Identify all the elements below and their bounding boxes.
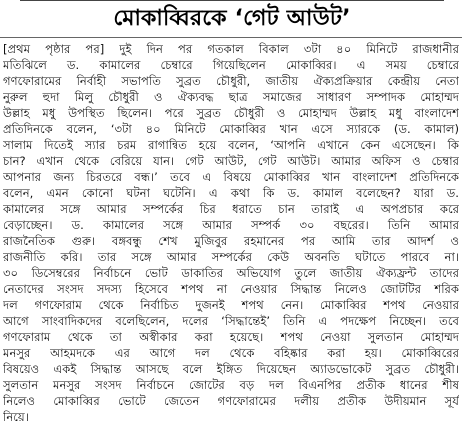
article-line: নিলেও মোকাব্বির ভোটে জেতেন গণফোরামের দলীয় প্রতীক উদীয়মান সূর্য <box>3 394 459 408</box>
headline-bar <box>20 0 444 37</box>
article-line: উল্লাহ মধু উপস্থিত ছিলেন। পরে সুব্রত চৌধুরী ও মোহাম্মদ উল্লাহ মধু বাংলাদেশ <box>3 106 459 120</box>
article-line: দল গণফোরাম থেকে নির্বাচিত দুজনই শপথ নেন। মোকাব্বির শপথ নেওয়ার <box>3 298 459 312</box>
article-line: বলেন, এমন কোনো ঘটনা ঘটেনি। এ কথা কি ড. কামাল বলেছেন? যারা ড. <box>3 186 459 200</box>
article-line: নিয়ে। <box>3 410 29 424</box>
article-line: সালাম দিতেই স্যার চরম রাগান্বিত হয়ে বলেন, ‘আপনি এখানে কেন এসেছেন। কি <box>3 138 459 152</box>
article-line: গণফোরাম থেকে তা অস্বীকার করা হয়েছে। শপথ নেওয়া সুলতান মোহাম্মদ <box>3 330 459 344</box>
article-line: কামালের সঙ্গে আমার সম্পর্কের চির ধরাতে চান তারাই এ অপপ্রচার করে <box>3 202 459 216</box>
article-line: রাজনীতি করি। তার সঙ্গে আমার সম্পর্কের কেউ অবনতি ঘটাতে পারবে না। <box>3 250 459 264</box>
article-line: নেতাদের সংসদ সদস্য হিসেবে শপথ না নেওয়ার সিদ্ধান্ত নিলেও জোটটির শরিক <box>3 282 459 296</box>
article-line: মতিঝিলে ড. কামালের চেম্বারে গিয়েছিলেন মোকাব্বির। এ সময় চেম্বারে <box>3 58 459 72</box>
article-line: আগে সাংবাদিকদের বলেছিলেন, দলের ‘সিদ্ধান্তেই’ তিনি এ পদক্ষেপ নিচ্ছেন। তবে <box>3 314 459 328</box>
article-line: বিষয়েও একই সিদ্ধান্ত আসছে বলে ইঙ্গিত দিয়েছেন অ্যাডভোকেট সুব্রত চৌধুরী। <box>3 362 459 376</box>
article-line: আপনার জন্য চিরতরে বন্ধ।’ তবে এ বিষয়ে মোকাব্বির খান বাংলাদেশ প্রতিদিনকে <box>3 170 459 184</box>
headline-divider <box>0 37 462 38</box>
article-line: ৩০ ডিসেম্বরের নির্বাচনে ভোট ডাকাতির অভিযোগ তুলে জাতীয় ঐক্যফ্রন্ট তাদের <box>3 266 459 280</box>
article-line: গণফোরামের নির্বাহী সভাপতি সুব্রত চৌধুরী, জাতীয় ঐক্যপ্রক্রিয়ার কেন্দ্রীয় নেতা <box>3 74 459 88</box>
article-line: সুলতান মনসুর সংসদ নির্বাচনে জোটের বড় দল বিএনপির প্রতীক ধানের শীষ <box>3 378 459 392</box>
article-line: মনসুর আহমদকে এর আগে দল থেকে বহিষ্কার করা হয়। মোকাব্বিরের <box>3 346 459 360</box>
article-line: নুরুল হুদা মিলু চৌধুরী ও ঐক্যবদ্ধ ছাত্র সমাজের সাধারণ সম্পাদক মোহাম্মদ <box>3 90 459 104</box>
article-body <box>3 41 459 425</box>
article-line: বেড়াচ্ছেন। ড. কামালের সঙ্গে আমার সম্পর্ক ৩০ বছরের। তিনি আমার <box>3 218 459 232</box>
article-line: প্রতিদিনকে বলেন, ‘৩টা ৪০ মিনিটে মোকাব্বির খান এসে স্যারকে (ড. কামাল) <box>3 122 459 136</box>
article-line: চান? এখান থেকে বেরিয়ে যান। গেট আউট, গেট আউট। আমার অফিস ও চেম্বার <box>3 154 459 168</box>
article-line: রাজনৈতিক গুরু। বঙ্গবন্ধু শেখ মুজিবুর রহমানের পর আমি তার আদর্শ ও <box>3 234 459 248</box>
headline: মোকাব্বিরকে ‘গেট আউট’ <box>113 5 351 31</box>
article-line: [প্রথম পৃষ্ঠার পর] দুই দিন পর গতকাল বিকাল ৩টা ৪০ মিনিটে রাজধানীর <box>3 42 459 56</box>
